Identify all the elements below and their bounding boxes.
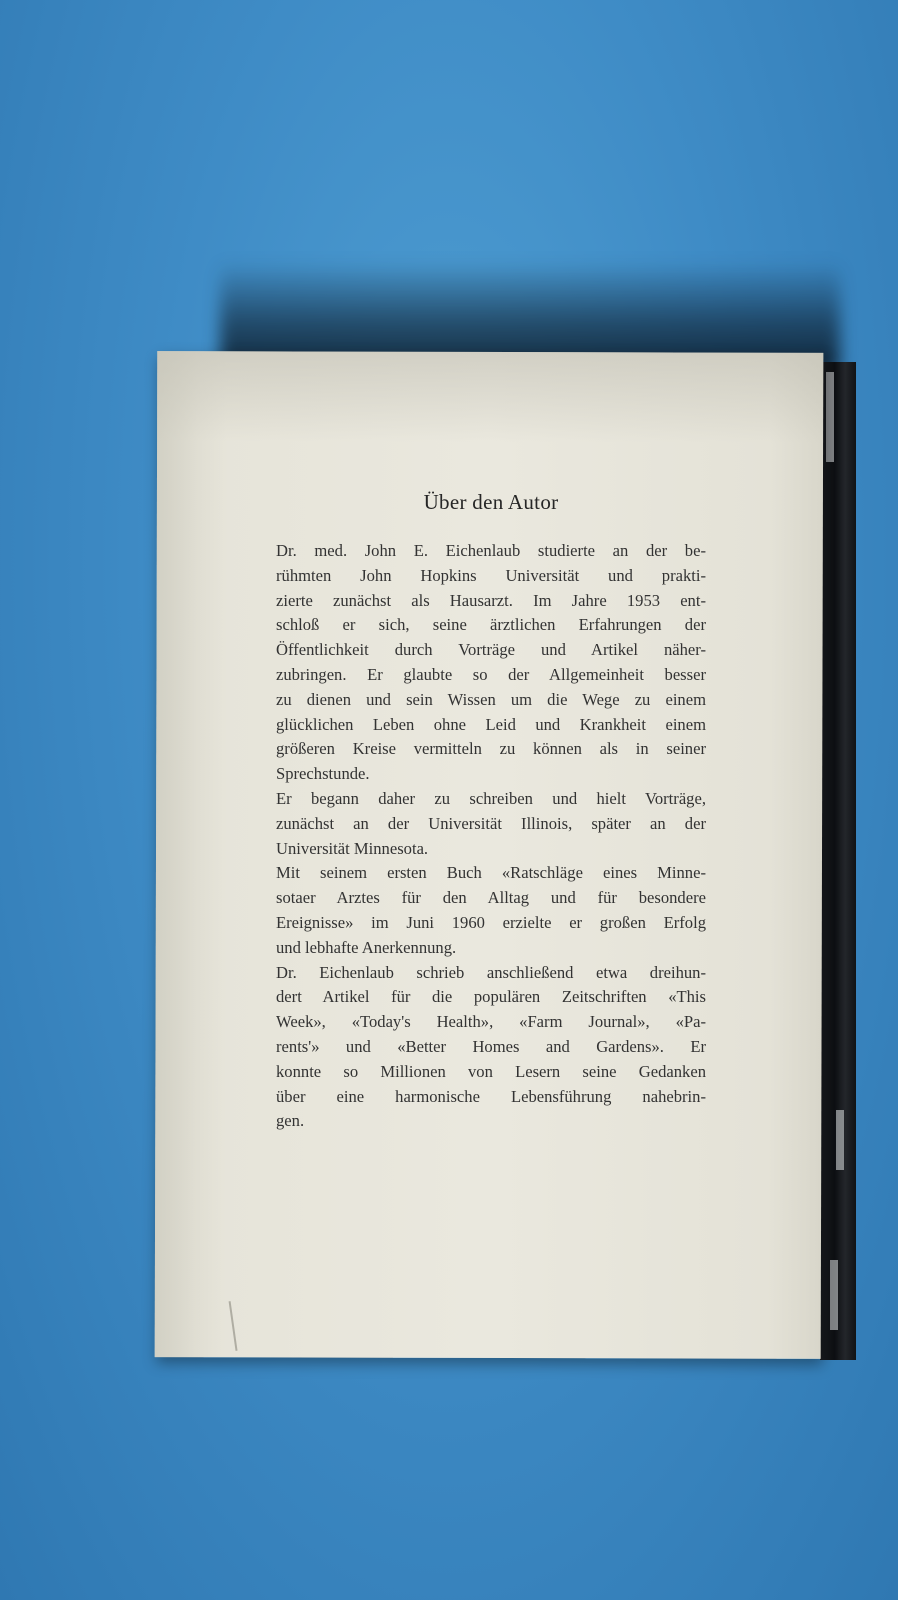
bio-line: zierte zunächst als Hausarzt. Im Jahre 1953 ent-	[276, 590, 706, 610]
bio-line: Ereignisse» im Juni 1960 erzielte er großen Erfolg	[276, 912, 706, 932]
bio-line: und lebhafte Anerkennung.	[276, 937, 457, 957]
bio-paragraph	[276, 539, 706, 787]
bio-paragraph	[276, 861, 706, 960]
bio-line: Universität Minnesota.	[276, 838, 429, 858]
bio-line: Dr. Eichenlaub schrieb anschließend etwa dreihun-	[276, 962, 706, 982]
bio-line: Week», «Today's Health», «Farm Journal», «Pa-	[276, 1012, 706, 1032]
bio-paragraph	[276, 961, 706, 1135]
bio-line: größeren Kreise vermitteln zu können als in seiner	[276, 739, 706, 759]
spine-wear-mark	[836, 1110, 844, 1170]
bio-line: dert Artikel für die populären Zeitschriften «This	[276, 987, 706, 1007]
bio-line: Sprechstunde.	[276, 764, 370, 784]
spine-wear-mark	[830, 1260, 838, 1330]
bio-line: Mit seinem ersten Buch «Ratschläge eines Minne-	[276, 863, 706, 883]
bio-line: glücklichen Leben ohne Leid und Krankheit einem	[276, 714, 706, 734]
bio-line: Öffentlichkeit durch Vorträge und Artikel näher-	[276, 640, 706, 660]
book-spine-edge	[820, 362, 856, 1360]
bio-line: über eine harmonische Lebensführung nahebrin-	[276, 1086, 706, 1106]
bio-line: sotaer Arztes für den Alltag und für besondere	[276, 888, 706, 908]
author-bio	[276, 490, 706, 1134]
bio-line: konnte so Millionen von Lesern seine Gedanken	[276, 1061, 706, 1081]
bio-line: gen.	[276, 1111, 305, 1131]
bio-line: zubringen. Er glaubte so der Allgemeinheit besser	[276, 664, 706, 684]
bio-line: schloß er sich, seine ärztlichen Erfahrungen der	[276, 615, 706, 635]
spine-wear-mark	[826, 372, 834, 462]
bio-line: rühmten John Hopkins Universität und prakti-	[276, 565, 706, 585]
bio-paragraph	[276, 787, 706, 861]
bio-heading: Über den Autor	[423, 490, 559, 514]
bio-line: Dr. med. John E. Eichenlaub studierte an der be-	[276, 541, 706, 560]
bio-line: zunächst an der Universität Illinois, später an der	[276, 813, 706, 833]
bio-line: zu dienen und sein Wissen um die Wege zu einem	[276, 689, 706, 709]
bio-line: rents'» und «Better Homes and Gardens». Er	[276, 1036, 706, 1056]
bio-line: Er begann daher zu schreiben und hielt Vorträge,	[276, 788, 706, 808]
